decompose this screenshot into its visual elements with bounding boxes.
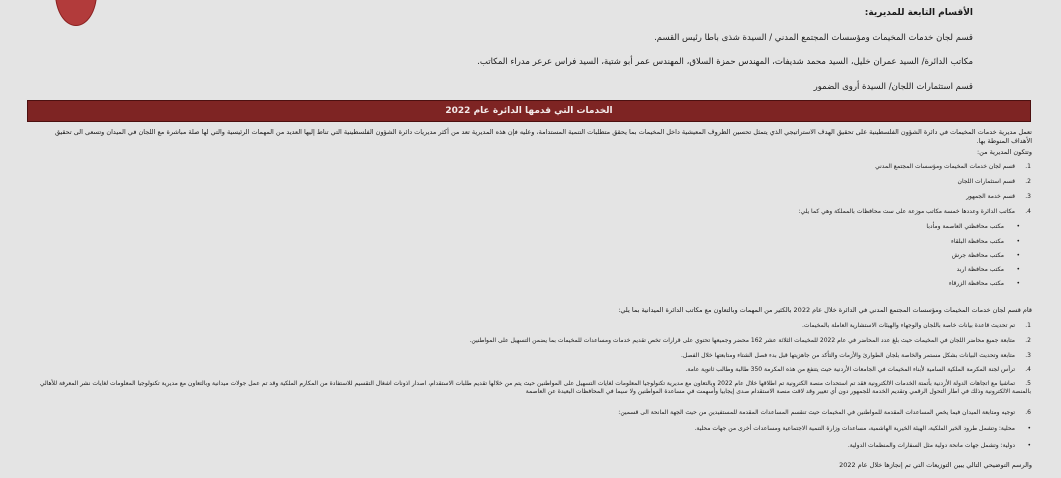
decorative-shape — [55, 0, 97, 26]
list-item: 4.مكاتب الدائرة وعددها خمسة مكاتب موزعة على ست محافظات بالمملكة وهي كما يلي: — [798, 208, 1031, 215]
list-item: 2.قسم استثمارات اللجان — [957, 178, 1031, 185]
departments-header: الأقسام التابعة للمديرية: — [864, 8, 973, 18]
banner-title: الخدمات التي قدمها الدائرة عام 2022 — [445, 106, 613, 116]
office-item: •مكتب محافظة جرش — [951, 252, 1020, 259]
department-line: قسم لجان خدمات المخيمات ومؤسسات المجتمع المدني / السيدة شذى باطا رئيس القسم. — [654, 33, 973, 43]
service-item: 4.ترأس لجنة المكرمة الملكية السامية لأبناء المخيمات في الجامعات الأردنية حيث يتنفع من هذه المكرمة 350 طالبة وطالب ثانوية عامة. — [685, 366, 1031, 373]
service-item: •دولية: وتشمل جهات مانحة دولية مثل السفارات والمنظمات الدولية. — [847, 442, 1031, 449]
service-item: 1.تم تحديث قاعدة بيانات خاصة باللجان والوجهاء والهيئات الاستشارية العاملة بالمخيمات. — [801, 322, 1031, 329]
list-item: 3.قسم خدمة الجمهور — [966, 193, 1031, 200]
office-item: •مكتب محافظة اربد — [956, 266, 1020, 273]
intro-paragraph: تعمل مديرية خدمات المخيمات في دائرة الشؤون الفلسطينية على تحقيق الهدف الاستراتيجي الذي يتمثل تحسين الظروف المعيشية داخل المخيمات بما يحقق متطلبات التنمية المستدامة، وعليه فإن هذه المديرية تعد من أكثر مديريات دائرة الشؤون الفلسطينية التي تناط إليها العديد من المهمات الرئيسية والتي لها صلة مباشرة مع اللجان في الميدان وتسعى الى تحقيق الأهداف المنوطة بها. — [54, 128, 1032, 145]
department-line: مكاتب الدائرة/ السيد عمران خليل، السيد محمد شديفات، المهندس حمزة السلاق، المهندس عمر أبو شتية، السيد فراس عرعر مدراء المكاتب. — [477, 57, 973, 67]
office-item: •مكتب محافظة الزرقاء — [948, 280, 1020, 287]
service-item: 5.تماشيا مع اتجاهات الدولة الأردنية بأتمتة الخدمات الالكترونية فقد تم استحداث منصة الكترونية تم اطلاقها خلال عام 2022 وبالتعاون مع مديرية تكنولوجيا المعلومات لغايات التسهيل على المواطنين حيث يتم من خلالها تقديم طلبات الاستقدام، اصدار اذونات اشغال التقسيم للاستفادة من المكارم الملكية وقد تم عمل جولات ميدانية وبالتعاون مع مديرية تكنولوجيا المعلومات لغايات نشر المعرفة للأهالي بالمنصة الالكترونية وذلك في اطار التحول الرقمي وتقديم الخدمة للجمهور دون أي تعيير وقد لاقت منصة الاستقدام صدى إيجابيا وأسهمت في مساعدة المواطنين ولا سيما في المحافظات البعيدة عن العاصمة — [39, 380, 1031, 395]
office-item: •مكتب محافظتي العاصمة ومأدبا — [926, 223, 1020, 230]
chart-caption: والرسم التوضيحي التالي يبين التوزيعات التي تم إنجازها خلال عام 2022 — [839, 461, 1032, 469]
services-banner — [27, 100, 1031, 122]
sub-header: وتتكون المديرية من: — [976, 148, 1032, 156]
office-item: •مكتب محافظة البلقاء — [951, 238, 1020, 245]
service-item: 2.متابعة جميع محاضر اللجان في المخيمات حيث بلغ عدد المحاضر في عام 2022 للمخيمات الثلاثة عشر 162 محضر وجميعها تحتوي على قرارات تخص تقديم خدمات ومساعدات للمخيمات بما يضمن التسهيل على المواطنين. — [469, 337, 1031, 344]
service-item: 3.متابعة وتحديث البيانات بشكل مستمر والخاصة بلجان الطوارئ والأزمات والتأكد من جاهزيتها قبل بدء فصل الشتاء ومتابعتها خلال الفصل. — [680, 352, 1031, 359]
list-item: 1.قسم لجان خدمات المخيمات ومؤسسات المجتمع المدني — [875, 163, 1031, 170]
service-item: 6.توجيه ومتابعة الميدان فيما يخص المساعدات المقدمة للمواطنين في المخيمات حيث تنقسم المساعدات المقدمة للمستفيدين من حيث الجهة المانحة الى قسمين: — [618, 409, 1031, 416]
section-header: قام قسم لجان خدمات المخيمات ومؤسسات المجتمع المدني في الدائرة خلال عام 2022 بالكثير من المهمات وبالتعاون مع مكاتب الدائرة الميدانية بما يلي: — [618, 306, 1032, 314]
service-item: •محلية: وتشمل طرود الخير الملكية، الهيئة الخيرية الهاشمية، مساعدات وزارة التنمية الاجتماعية ومساعدات أخرى من جهات محلية. — [694, 425, 1031, 432]
department-line: قسم استثمارات اللجان/ السيدة أروى الضمور — [813, 82, 973, 92]
